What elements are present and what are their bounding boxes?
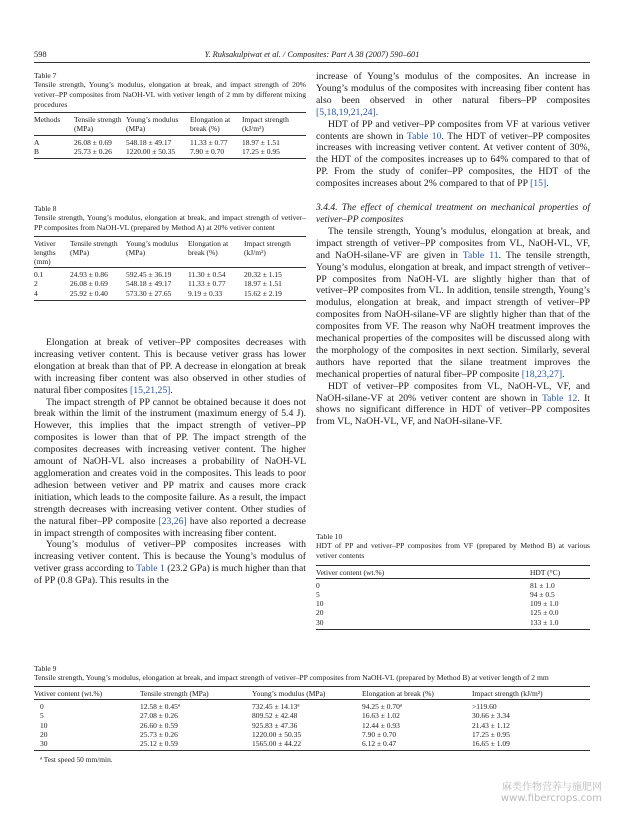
table-cell: 0 (316, 580, 320, 590)
table-9 (34, 664, 590, 764)
table-cell: 1220.00 ± 50.35 (126, 146, 176, 156)
col-header: Elongation at break (%) (362, 689, 434, 698)
data-table (34, 236, 306, 301)
table-row (316, 590, 590, 599)
table-cell: 7.90 ± 0.70 (190, 146, 225, 156)
table-row (316, 578, 590, 590)
table-cell: 94.25 ± 0.70ª (362, 702, 402, 712)
paragraph: Young’s modulus of vetiver–PP composites increases with increasing vetiver content. This is because the Young’s modulus of vetiver grass according to Table 1 (23.2 GPa) is much higher than that of PP (0.8 GPa). This results in the (34, 539, 306, 587)
col-header: Vetiver lengths (mm) (34, 238, 56, 266)
section-heading: 3.4.4. The effect of chemical treatment on mechanical properties of vetiver–PP composites (316, 202, 590, 225)
table-cell: 12.58 ± 0.45ª (140, 702, 180, 712)
reference-link[interactable]: [15] (530, 178, 547, 190)
right-column-text (316, 71, 590, 428)
table-row (34, 279, 306, 288)
col-header: Young’s modulus (MPa) (126, 115, 179, 134)
table-cell: 24.93 ± 0.86 (70, 270, 108, 280)
reference-link[interactable]: [5,18,19,21,24] (316, 106, 376, 118)
table-cell: 20 (316, 608, 324, 618)
table-cell: 30 (40, 739, 48, 749)
table-cell: 11.33 ± 0.77 (188, 279, 226, 289)
paragraph: HDT of PP and vetiver–PP composites from VF at various vetiver contents are shown in Table 10. The HDT of vetiver–PP composites increases with increasing vetiver content. At vetiver content of 30%, the HDT of the composites increases up to 64% compared to that of PP. From the study of conifer–PP composites, the HDT of the composites increases about 2% compared to that of PP [15]. (316, 118, 590, 190)
data-table (34, 112, 306, 159)
paragraph: increase of Young’s modulus of the composites. An increase in Young’s modulus of the composites with increasing fiber content has also been observed in other natural fibers–PP composites [5,18,19,21,24]. (316, 71, 590, 118)
table-row (34, 289, 306, 301)
table-link[interactable]: Table 10 (406, 130, 442, 142)
table-cell: 2 (34, 279, 38, 289)
table-row (34, 147, 306, 159)
table-header-row (34, 236, 306, 268)
table-header-row (316, 565, 590, 578)
table-cell: 18.97 ± 1.51 (242, 137, 280, 147)
table-cell: 1220.00 ± 50.35 (252, 729, 302, 739)
table-row (316, 608, 590, 617)
col-header: Impact strength (kJ/m²) (244, 238, 291, 257)
table-8 (34, 204, 306, 301)
table-header-row (34, 687, 590, 700)
table-cell: 18.97 ± 1.51 (244, 279, 282, 289)
paragraph: HDT of vetiver–PP composites from VL, NaOH-VL, VF, and NaOH-silane-VF at 20% vetiver content are shown in Table 12. It shows no significant difference in HDT of vetiver–PP composites from VL, NaOH-VL, VF, and NaOH-silane-VF. (316, 380, 590, 428)
table-label: Table 10 (316, 532, 343, 541)
col-header: Tensile strength (MPa) (74, 115, 122, 134)
table-cell: 133 ± 1.0 (530, 617, 559, 627)
table-cell: 573.30 ± 27.65 (126, 288, 172, 298)
table-cell: 25.12 ± 0.59 (140, 739, 178, 749)
table-cell: 20.32 ± 1.15 (244, 270, 282, 280)
paragraph: The tensile strength, Young’s modulus, elongation at break, and impact strength of vetiver–PP composites from VL, NaOH-VL, VF, and NaOH-silane-VF are given in Table 11. The tensile strength, Young’s modulus, elongation at break, and impact strength of vetiver–PP composites from NaOH-VL are slightly higher than that of vetiver–PP composites from VL. In addition, tensile strength, Young’s modulus, elongation at break, and impact strength of vetiver–PP composites from NaOH-silane-VF are slightly higher than that of the composites from VF. The reason why NaOH treatment improves the mechanical properties of the composites will be discussed along with the morphology of the composites in next section. Similarly, several authors have reported that the silane treatment improves the mechanical properties of natural fiber–PP composite [18,23,27]. (316, 225, 591, 380)
table-cell: 15.62 ± 2.19 (244, 288, 282, 298)
reference-link[interactable]: [23,26] (158, 515, 187, 527)
table-cell: 16.65 ± 1.09 (472, 739, 510, 749)
data-table (316, 565, 590, 630)
table-cell: 548.18 ± 49.17 (126, 279, 172, 289)
table-caption: Tensile strength, Young’s modulus, elongation at break, and impact strength of vetiver–PP composites from NaOH-VL (prepared by Method A) at 20% vetiver content (34, 213, 306, 232)
table-caption: Tensile strength, Young’s modulus, elongation at break, and impact strength of 20% vetiver–PP composites from NaOH-VL with vetiver length of 2 mm by different mixing procedures (34, 80, 306, 109)
table-cell: 809.52 ± 42.48 (252, 711, 298, 721)
table-cell: 20 (40, 729, 48, 739)
table-cell: 81 ± 1.0 (530, 580, 555, 590)
data-table (34, 686, 590, 751)
table-header-row (34, 113, 306, 135)
col-header: HDT (°C) (530, 567, 561, 577)
table-cell: 6.12 ± 0.47 (362, 739, 397, 749)
page-number: 598 (34, 50, 47, 59)
table-cell: 10 (316, 599, 324, 609)
table-link[interactable]: Table 12 (541, 392, 578, 404)
table-7 (34, 71, 306, 159)
table-cell: 4 (34, 288, 38, 298)
table-cell: 26.60 ± 0.59 (140, 720, 178, 730)
col-header: Elongation at break (%) (188, 238, 229, 257)
col-header: Elongation at break (%) (190, 115, 231, 134)
col-header: Young’s modulus (MPa) (126, 238, 179, 257)
table-cell: 26.08 ± 0.69 (74, 137, 112, 147)
table-cell: 25.92 ± 0.40 (70, 288, 108, 298)
table-row (34, 721, 590, 730)
table-cell: 26.08 ± 0.69 (70, 279, 108, 289)
col-header: Vetiver content (wt.%) (316, 567, 385, 577)
table-cell: A (34, 137, 40, 147)
paragraph: Elongation at break of vetiver–PP composites decreases with increasing vetiver content. This is because vetiver grass has lower elongation at break than that of PP. A decrease in elongation at break with increasing fiber content was also observed in other studies of natural fiber composites [15,21,25]. (34, 337, 306, 396)
table-link[interactable]: Table 11 (462, 249, 499, 261)
table-cell: 17.25 ± 0.95 (472, 729, 510, 739)
table-cell: 12.44 ± 0.93 (362, 720, 400, 730)
table-cell: 925.83 ± 47.36 (252, 720, 298, 730)
table-row (34, 730, 590, 739)
col-header: Tensile strength (MPa) (70, 238, 118, 257)
table-cell: B (34, 146, 40, 156)
table-cell: 17.25 ± 0.95 (242, 146, 280, 156)
table-cell: 11.30 ± 0.54 (188, 270, 226, 280)
table-cell: 109 ± 1.0 (530, 599, 559, 609)
journal-citation: Y. Ruksakulpiwat et al. / Composites: Part A 38 (2007) 590–601 (204, 50, 420, 59)
table-cell: 592.45 ± 36.19 (126, 270, 172, 280)
table-cell: 16.63 ± 1.02 (362, 711, 400, 721)
reference-link[interactable]: [18,23,27] (521, 368, 563, 380)
reference-link[interactable]: [15,21,25] (130, 384, 171, 396)
table-cell: >119.60 (472, 702, 497, 712)
table-label: Table 7 (34, 71, 57, 80)
table-cell: 548.18 ± 49.17 (126, 137, 172, 147)
table-caption: HDT of PP and vetiver–PP composites from VF (prepared by Method B) at various vetiver contents (316, 541, 590, 560)
table-cell: 1565.00 ± 44.22 (252, 739, 302, 749)
table-cell: 30 (316, 617, 324, 627)
table-cell: 11.33 ± 0.77 (190, 137, 228, 147)
table-cell: 5 (40, 711, 44, 721)
table-cell: 27.08 ± 0.26 (140, 711, 178, 721)
table-label: Table 9 (34, 664, 57, 673)
table-cell: 732.45 ± 14.13ª (252, 702, 300, 712)
table-cell: 7.90 ± 0.70 (362, 729, 397, 739)
col-header: Vetiver content (wt.%) (34, 689, 103, 698)
watermark-url: www.fibercrops.com (500, 793, 602, 804)
table-row (316, 618, 590, 630)
table-cell: 30.66 ± 3.34 (472, 711, 510, 721)
table-row (34, 711, 590, 720)
table-cell: 21.43 ± 1.12 (472, 720, 510, 730)
col-header: Young’s modulus (MPa) (252, 689, 326, 698)
left-column-text (34, 337, 306, 587)
watermark (402, 778, 602, 804)
table-cell: 10 (40, 720, 48, 730)
table-link[interactable]: Table 1 (136, 563, 165, 575)
header-rule (34, 62, 590, 63)
table-cell: 0.1 (34, 270, 44, 280)
table-cell: 5 (316, 590, 320, 599)
table-row (316, 599, 590, 608)
table-10 (316, 532, 590, 630)
table-row (34, 135, 306, 147)
table-label: Table 8 (34, 204, 57, 213)
table-cell: 0 (40, 702, 44, 712)
col-header: Impact strength (kJ/m²) (242, 115, 289, 134)
table-caption: Tensile strength, Young’s modulus, elongation at break, and impact strength of vetiver–PP composites from NaOH-VL (prepared by Method B) at vetiver length of 2 mm (34, 673, 549, 683)
table-cell: 25.73 ± 0.26 (74, 146, 112, 156)
table-cell: 9.19 ± 0.33 (188, 288, 223, 298)
col-header: Tensile strength (MPa) (140, 689, 209, 698)
table-row (34, 268, 306, 280)
table-footnote: ª Test speed 50 mm/min. (40, 755, 113, 765)
watermark-line: 麻类作物营养与施肥网 (502, 782, 602, 793)
col-header: Methods (34, 115, 61, 125)
table-cell: 25.73 ± 0.26 (140, 729, 178, 739)
table-cell: 125 ± 0.0 (530, 608, 559, 618)
col-header: Impact strength (kJ/m²) (472, 689, 543, 698)
table-row (34, 739, 590, 751)
table-row (34, 700, 590, 712)
table-cell: 94 ± 0.5 (530, 590, 555, 599)
paragraph: The impact strength of PP cannot be obtained because it does not break within the limit of the instrument (maximum energy of 5.4 J). However, this implies that the impact strength of vetiver–PP composites is lower than that of PP. The impact strength of the composites decreases with increasing vetiver content. The higher amount of NaOH-VL also increases a probability of NaOH-VL agglomeration and creates void in the composites. This leads to poor adhesion between vetiver and PP matrix and causes more crack initiation, which leads to the composite failure. As a result, the impact strength decreases with increasing vetiver content. Other studies of the natural fiber–PP composite [23,26] have also reported a decrease in impact strength of composites with increasing fiber content. (34, 396, 306, 539)
